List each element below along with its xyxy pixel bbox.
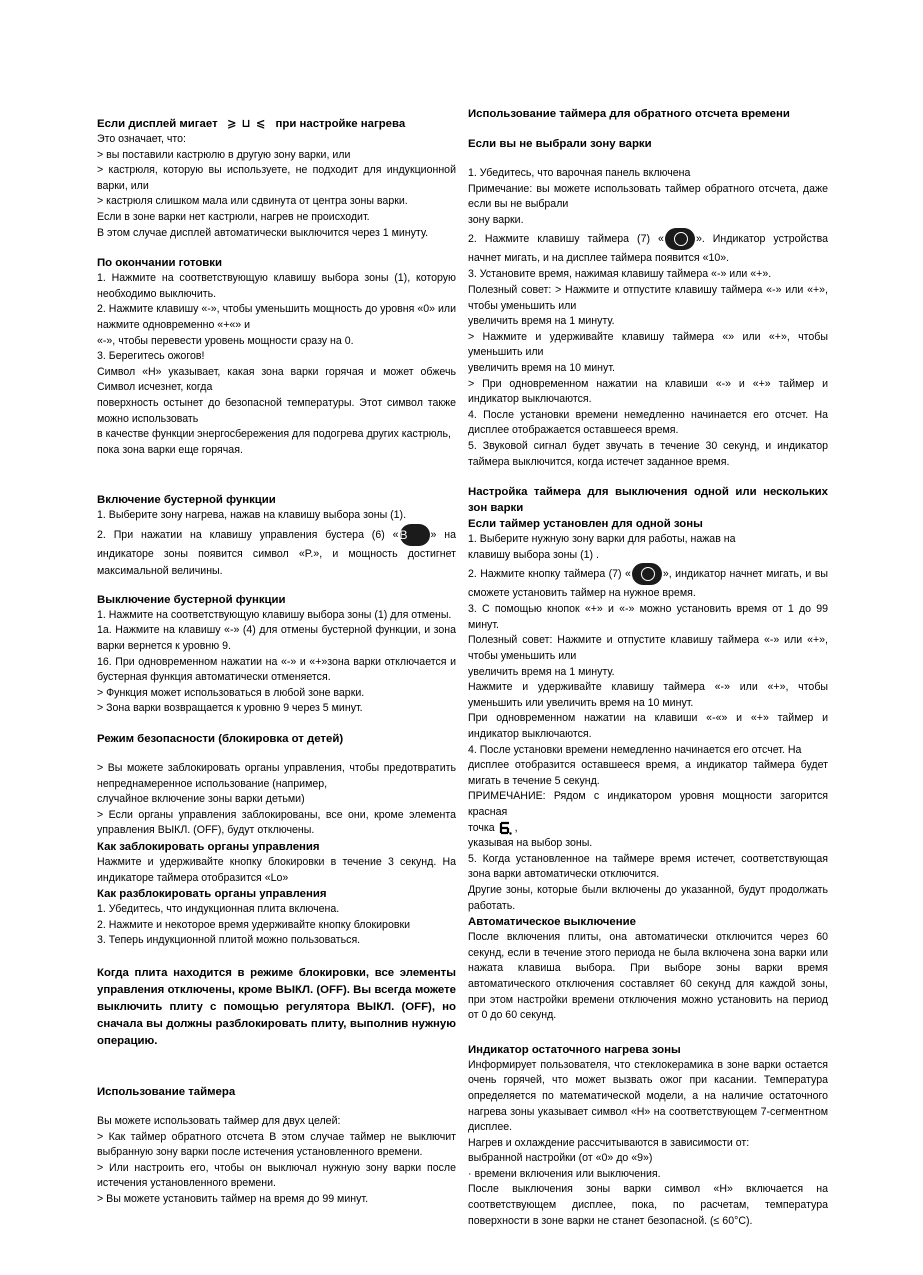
unlock-line: 2. Нажмите и некоторое время удерживайте кнопку блокировки	[97, 918, 411, 931]
zones-timer-line: ПРИМЕЧАНИЕ: Рядом с индикатором уровня мощности загорится красная	[468, 790, 828, 818]
residual-final: После выключения зоны варки символ «H» включается на соответствующем дисплее, пока, по расчетам, температура поверхности в зоне варки не станет безопасной. (≤ 60°C).	[468, 1183, 828, 1227]
countdown-line: зону варки.	[468, 213, 524, 226]
unlock-line: 3. Теперь индукционной плитой можно пользоваться.	[97, 934, 361, 947]
dot-line-text: точка	[468, 821, 495, 834]
auto-off-heading: Автоматическое выключение	[468, 916, 636, 929]
unlock-heading: Как разблокировать органы управления	[97, 888, 327, 901]
finish-line: пока зона варки еще горячая.	[97, 443, 243, 456]
residual-text: Информирует пользователя, что стеклокерамика в зоне варки остается очень горячей, что может вызвать ожог при касании. Температура определяется по математической модели, а на наличие остаточного нагрева зоны указывает символ «H» на соответствующем 7-сегментном дисплее.	[468, 1058, 828, 1134]
auto-off-text: После включения плиты, она автоматически отключится через 60 секунд, если в течение этого периода не была включена зона варки или нажата клавиша выбора. При выборе зоны варки время автоматического отключения составляет 60 секунд для каждой зоны, при этом настройки времени отключения можно установить на период от 0 до 60 секунд.	[468, 931, 828, 1022]
finish-line: поверхность остынет до безопасной температуры. Этот символ также можно использовать	[97, 396, 456, 425]
lock-heading: Как заблокировать органы управления	[97, 841, 320, 853]
countdown-heading: Использование таймера для обратного отсчета времени	[468, 108, 790, 120]
zones-timer-line: Нажмите и удерживайте клавишу таймера «-» или «+», чтобы уменьшить или увеличить время на 10 минут.	[468, 681, 828, 709]
timer-icon	[665, 228, 695, 250]
countdown-line: 3. Установите время, нажимая клавишу таймера «-» или «+».	[468, 268, 772, 281]
countdown-line: 1. Убедитесь, что варочная панель включена	[468, 167, 691, 179]
booster-off-line: 1а. Нажмите на клавишу «-» (4) для отмены бустерной функции, и зона варки вернется к уровню 9.	[97, 624, 456, 653]
finish-line: «-», чтобы перевести уровень мощности сразу на 0.	[97, 334, 354, 347]
countdown-line: 5. Звуковой сигнал будет звучать в течение 30 секунд, и индикатор таймера выключится, когда истечет заданное время.	[468, 439, 828, 468]
booster-off-heading: Выключение бустерной функции	[97, 593, 286, 606]
display-blink-line: > кастрюля, которую вы используете, не подходит для индукционной варки, или	[97, 164, 456, 192]
countdown-step2-text-b: ». Индикатор устройства начнет мигать, и на дисплее таймера появится «10».	[468, 233, 829, 265]
timer-use-heading: Использование таймера	[97, 1085, 236, 1098]
right-column	[468, 106, 828, 1229]
zones-timer-line: указывая на выбор зоны.	[468, 837, 593, 850]
countdown-line: > Нажмите и удерживайте клавишу таймера «» или «+», чтобы уменьшить или	[468, 330, 828, 359]
zones-timer-dot-line: точка ,	[468, 821, 518, 834]
finish-line: 2. Нажмите клавишу «-», чтобы уменьшить мощность до уровня «0» или нажмите одновременно «+«» и	[97, 303, 456, 331]
zones-timer-heading: Настройка таймера для выключения одной или нескольких зон варки	[468, 486, 828, 515]
lock-warning: Когда плита находится в режиме блокировки, все элементы управления отключены, кроме ВЫКЛ. (OFF). Вы всегда можете выключить плиту с помощью регулятора ВЫКЛ. (OFF), но сначала вы должны разблокировать плиту, выполнив нужную операцию.	[97, 966, 456, 1047]
left-column	[97, 116, 456, 1208]
booster-on-line: 1. Выберите зону нагрева, нажав на клавишу выбора зоны (1).	[97, 509, 407, 522]
display-blink-line: > вы поставили кастрюлю в другую зону варки, или	[97, 148, 351, 161]
booster-off-line: > Функция может использоваться в любой зоне варки.	[97, 686, 365, 699]
zones-timer-line: дисплее отобразится оставшееся время, а индикатор таймера будет мигать в течение 5 секунд.	[468, 759, 828, 787]
zones-timer-line: При одновременном нажатии на клавиши «-«» и «+» таймер и индикатор выключаются.	[468, 712, 828, 741]
countdown-line: > При одновременном нажатии на клавиши «-» и «+» таймер и индикатор выключаются.	[468, 377, 828, 406]
lock-text: Нажмите и удерживайте кнопку блокировки в течение 3 секунд. На индикаторе таймера отобразится «Lo»	[97, 856, 456, 884]
countdown-line: Примечание: вы можете использовать таймер обратного отсчета, даже если вы не выбрали	[468, 182, 828, 211]
booster-off-line: 16. При одновременном нажатии на «-» и «+»зона варки отключается и бустерная функция автоматически отменяется.	[97, 655, 456, 684]
seven-segment-dot-icon	[498, 821, 512, 835]
unlock-line: 1. Убедитесь, что индукционная плита включена.	[97, 903, 340, 916]
zones-timer-subheading: Если таймер установлен для одной зоны	[468, 518, 703, 531]
zones-timer-step2-text-a: 2. Нажмите кнопку таймера (7) «	[468, 568, 631, 581]
timer-use-line: > Вы можете установить таймер на время до 99 минут.	[97, 1192, 369, 1205]
booster-b-icon	[400, 524, 430, 546]
timer-use-line: > Или настроить его, чтобы он выключал нужную зону варки после истечения установленного времени.	[97, 1161, 456, 1190]
safety-line: > Если органы управления заблокированы, все они, кроме элемента управления ВЫКЛ. (OFF), будут отключены.	[97, 808, 456, 837]
booster-off-line: > Зона варки возвращается к уровню 9 через 5 минут.	[97, 702, 363, 715]
safety-heading: Режим безопасности (блокировка от детей)	[97, 733, 344, 746]
zones-timer-line: 4. После установки времени немедленно начинается его отсчет. На	[468, 743, 802, 756]
finish-line: 3. Берегитесь ожогов!	[97, 350, 205, 363]
countdown-step2	[468, 228, 828, 267]
zones-timer-line: увеличить время на 1 минуту.	[468, 665, 615, 678]
timer-use-line: > Как таймер обратного отсчета В этом случае таймер не выключит выбранную зону варки после истечения установленного времени.	[97, 1130, 456, 1159]
booster-off-line: 1. Нажмите на соответствующую клавишу выбора зоны (1) для отмены.	[97, 608, 452, 621]
booster-icon-letter: B	[399, 527, 408, 542]
safety-line: > Вы можете заблокировать органы управления, чтобы предотвратить непреднамеренное использование (например,	[97, 762, 456, 790]
countdown-line: 4. После установки времени немедленно начинается его отсчет. На дисплее отображается оставшееся время.	[468, 408, 828, 437]
residual-line: · времени включения или выключения.	[468, 1167, 661, 1180]
countdown-step2-text-a: 2. Нажмите клавишу таймера (7) «	[468, 233, 664, 246]
zones-timer-line: 1. Выберите нужную зону варки для работы, нажав на	[468, 533, 736, 546]
zones-timer-step2-text-b: », индикатор начнет мигать, и вы сможете установить таймер на нужное время.	[468, 568, 828, 600]
display-blink-symbol: ⩾ ⊔ ⩽	[226, 118, 267, 130]
booster-on-line	[97, 524, 456, 580]
booster-on-text-a: 2. При нажатии на клавишу управления бустера (6) «	[97, 528, 399, 541]
finish-line: 1. Нажмите на соответствующую клавишу выбора зоны (1), которую необходимо выключить.	[97, 272, 456, 300]
zones-timer-line: 5. Когда установленное на таймере время истечет, соответствующая зона варки автоматически отключится.	[468, 852, 828, 881]
display-blink-heading-suffix: при настройке нагрева	[275, 118, 406, 130]
safety-line: случайное включение зоны варки детьми)	[97, 793, 305, 806]
display-blink-line: Это означает, что:	[97, 133, 186, 145]
timer-use-line: Вы можете использовать таймер для двух целей:	[97, 1114, 341, 1127]
zones-timer-line: клавишу выбора зоны (1) .	[468, 548, 599, 561]
booster-on-text-b: » на индикаторе зоны появится символ «P.», и мощность достигнет максимальной величины.	[97, 528, 457, 577]
display-blink-line: В этом случае дисплей автоматически выключится через 1 минуту.	[97, 226, 429, 239]
finish-line: Символ «H» указывает, какая зона варки горячая и может обжечь Символ исчезнет, когда	[97, 365, 456, 394]
zones-timer-line: 3. С помощью кнопок «+» и «-» можно установить время от 1 до 99 минут.	[468, 603, 828, 631]
booster-on-heading: Включение бустерной функции	[97, 494, 276, 507]
countdown-line: Полезный совет: > Нажмите и отпустите клавишу таймера «-» или «+», чтобы уменьшить или	[468, 283, 828, 312]
countdown-line: увеличить время на 1 минуту.	[468, 315, 615, 328]
finish-heading: По окончании готовки	[97, 257, 223, 270]
countdown-line: увеличить время на 10 минут.	[468, 361, 615, 374]
display-blink-heading-prefix: Если дисплей мигает	[97, 118, 218, 130]
zones-timer-step2	[468, 563, 828, 602]
display-blink-line: > кастрюля слишком мала или сдвинута от центра зоны варки.	[97, 195, 408, 208]
countdown-subheading: Если вы не выбрали зону варки	[468, 138, 652, 150]
residual-line: Нагрев и охлаждение рассчитываются в зависимости от:	[468, 1136, 750, 1149]
zones-timer-line: Другие зоны, которые были включены до указанной, будут продолжать работать.	[468, 883, 828, 912]
finish-line: в качестве функции энергосбережения для подогрева других кастрюль,	[97, 428, 451, 441]
timer-icon	[632, 563, 662, 585]
zones-timer-line: Полезный совет: Нажмите и отпустите клавишу таймера «-» или «+», чтобы уменьшить или	[468, 634, 828, 663]
display-blink-heading	[97, 116, 456, 132]
residual-line: выбранной настройки (от «0» до «9»)	[468, 1152, 653, 1165]
residual-heading: Индикатор остаточного нагрева зоны	[468, 1043, 681, 1056]
display-blink-line: Если в зоне варки нет кастрюли, нагрев не происходит.	[97, 210, 370, 223]
